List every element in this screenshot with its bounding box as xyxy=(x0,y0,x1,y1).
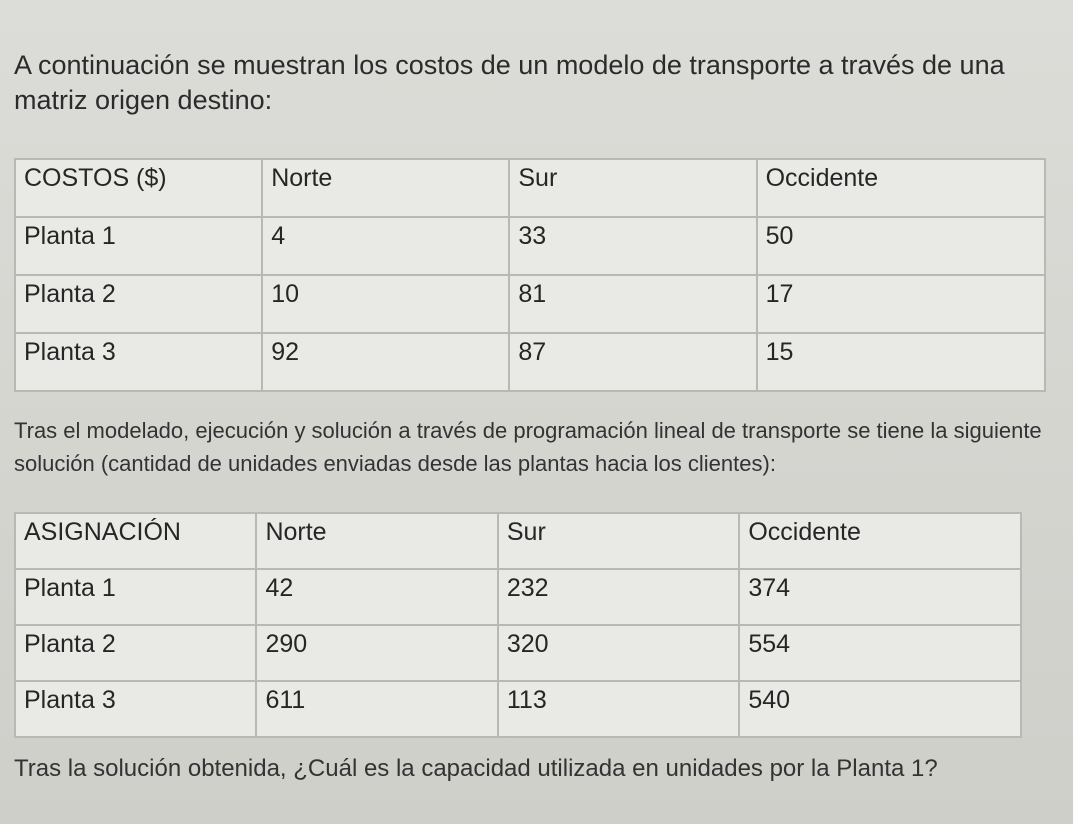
table-cell: 10 xyxy=(262,275,509,333)
table-cell: 290 xyxy=(256,625,497,681)
assign-header-sur: Sur xyxy=(498,513,739,569)
table-row xyxy=(15,569,1021,625)
costs-header-norte: Norte xyxy=(262,159,509,217)
row-label: Planta 2 xyxy=(15,275,262,333)
table-row xyxy=(15,625,1021,681)
table-cell: 92 xyxy=(262,333,509,391)
table-cell: 540 xyxy=(739,681,1021,737)
row-label: Planta 2 xyxy=(15,625,256,681)
table-cell: 554 xyxy=(739,625,1021,681)
table-cell: 50 xyxy=(757,217,1045,275)
intro-paragraph: A continuación se muestran los costos de un modelo de transporte a través de una matriz origen destino: xyxy=(14,50,1005,116)
assign-header-label: ASIGNACIÓN xyxy=(15,513,256,569)
table-header-row xyxy=(15,513,1021,569)
row-label: Planta 1 xyxy=(15,217,262,275)
table-cell: 611 xyxy=(256,681,497,737)
costs-header-sur: Sur xyxy=(509,159,756,217)
table-cell: 320 xyxy=(498,625,739,681)
costs-table xyxy=(14,158,1046,392)
costs-header-occidente: Occidente xyxy=(757,159,1045,217)
table-row xyxy=(15,681,1021,737)
table-cell: 232 xyxy=(498,569,739,625)
table-cell: 87 xyxy=(509,333,756,391)
table-cell: 42 xyxy=(256,569,497,625)
table-cell: 81 xyxy=(509,275,756,333)
table-row xyxy=(15,275,1045,333)
solution-paragraph: Tras el modelado, ejecución y solución a través de programación lineal de transporte se tiene la siguiente solución (cantidad de unidades enviadas desde las plantas hacia los clientes): xyxy=(14,418,1042,476)
table-row xyxy=(15,217,1045,275)
table-cell: 17 xyxy=(757,275,1045,333)
table-cell: 4 xyxy=(262,217,509,275)
table-cell: 33 xyxy=(509,217,756,275)
table-cell: 374 xyxy=(739,569,1021,625)
assign-header-occidente: Occidente xyxy=(739,513,1021,569)
table-cell: 113 xyxy=(498,681,739,737)
row-label: Planta 3 xyxy=(15,681,256,737)
table-header-row xyxy=(15,159,1045,217)
table-cell: 15 xyxy=(757,333,1045,391)
assignment-table xyxy=(14,512,1022,738)
question-paragraph: Tras la solución obtenida, ¿Cuál es la capacidad utilizada en unidades por la Planta 1? xyxy=(14,755,938,782)
row-label: Planta 1 xyxy=(15,569,256,625)
row-label: Planta 3 xyxy=(15,333,262,391)
costs-header-label: COSTOS ($) xyxy=(15,159,262,217)
table-row xyxy=(15,333,1045,391)
assign-header-norte: Norte xyxy=(256,513,497,569)
